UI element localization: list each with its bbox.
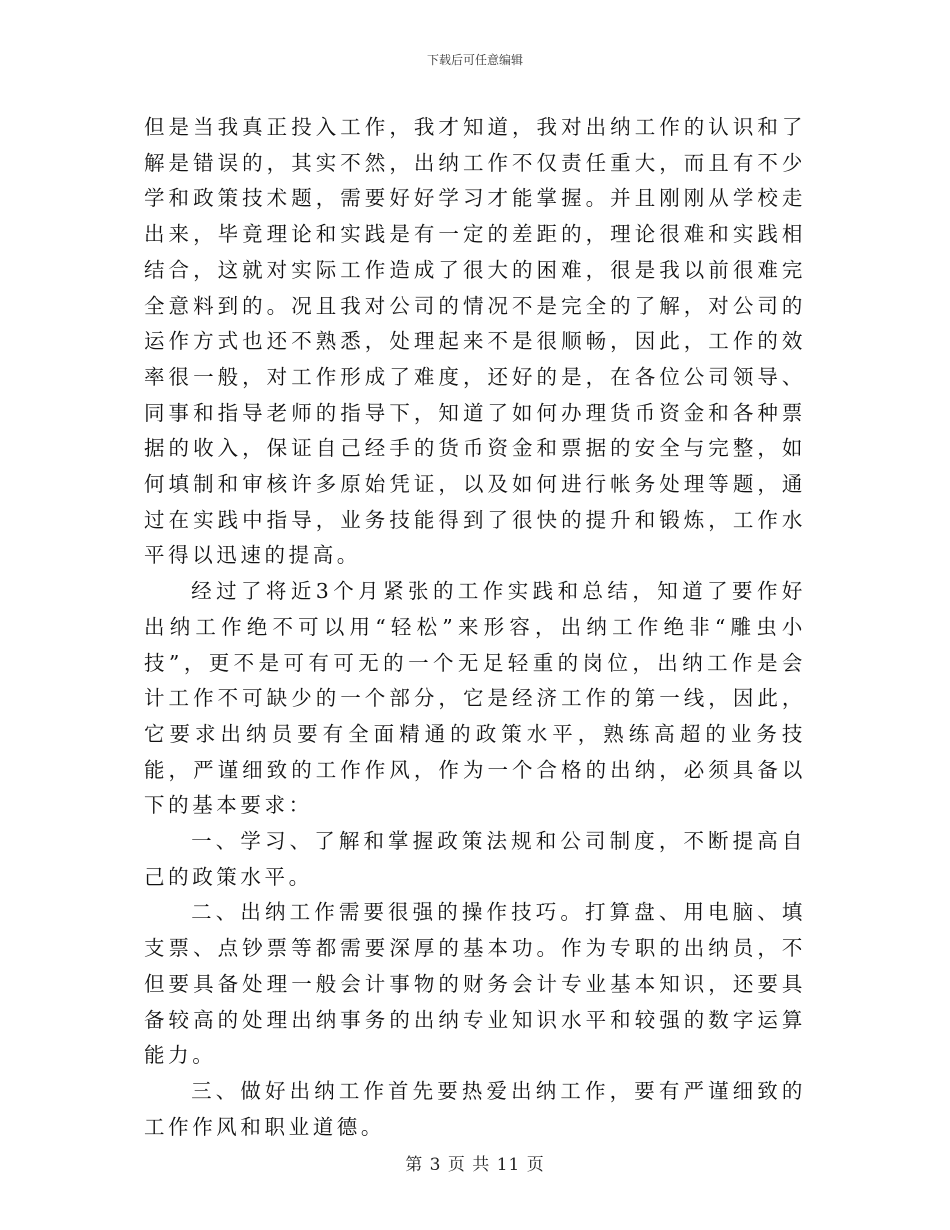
page-header: 下载后可任意编辑 [426, 53, 523, 67]
paragraph-1: 但是当我真正投入工作，我才知道，我对出纳工作的认识和了解是错误的，其实不然，出纳工作不仅责任重大，而且有不少学和政策技术题，需要好好学习才能掌握。并且刚刚从学校走出来，毕竟理论和实践是有一定的差距的，理论很难和实践相结合，这就对实际工作造成了很大的困难，很是我以前很难完全意料到的。况且我对公司的情况不是完全的了解，对公司的运作方式也还不熟悉，处理起来不是很顺畅，因此，工作的效率很一般，对工作形成了难度，还好的是，在各位公司领导、同事和指导老师的指导下，知道了如何办理货币资金和各种票据的收入，保证自己经手的货币资金和票据的安全与完整，如何填制和审核许多原始凭证，以及如何进行帐务处理等题，通过在实践中指导，业务技能得到了很快的提升和锻炼，工作水平得以迅速的提高。 [144, 115, 806, 568]
paragraph-3: 一、学习、了解和掌握政策法规和公司制度，不断提高自己的政策水平。 [144, 829, 806, 889]
page-number: 第 3 页 共 11 页 [405, 1155, 545, 1175]
paragraph-5: 三、做好出纳工作首先要热爱出纳工作，要有严谨细致的工作作风和职业道德。 [144, 1078, 806, 1139]
paragraph-2: 经过了将近3个月紧张的工作实践和总结，知道了要作好出纳工作绝不可以用“轻松”来形容，出纳工作绝非“雕虫小技”，更不是可有可无的一个无足轻重的岗位，出纳工作是会计工作不可缺少的一个部分，它是经济工作的第一线，因此，它要求出纳员要有全面精通的政策水平，熟练高超的业务技能，严谨细致的工作作风，作为一个合格的出纳，必须具备以下的基本要求： [144, 579, 806, 818]
paragraph-4: 二、出纳工作需要很强的操作技巧。打算盘、用电脑、填支票、点钞票等都需要深厚的基本功。作为专职的出纳员，不但要具备处理一般会计事物的财务会计专业基本知识，还要具备较高的处理出纳事务的出纳专业知识水平和较强的数字运算能力。 [144, 900, 806, 1068]
document-body [144, 110, 806, 1145]
